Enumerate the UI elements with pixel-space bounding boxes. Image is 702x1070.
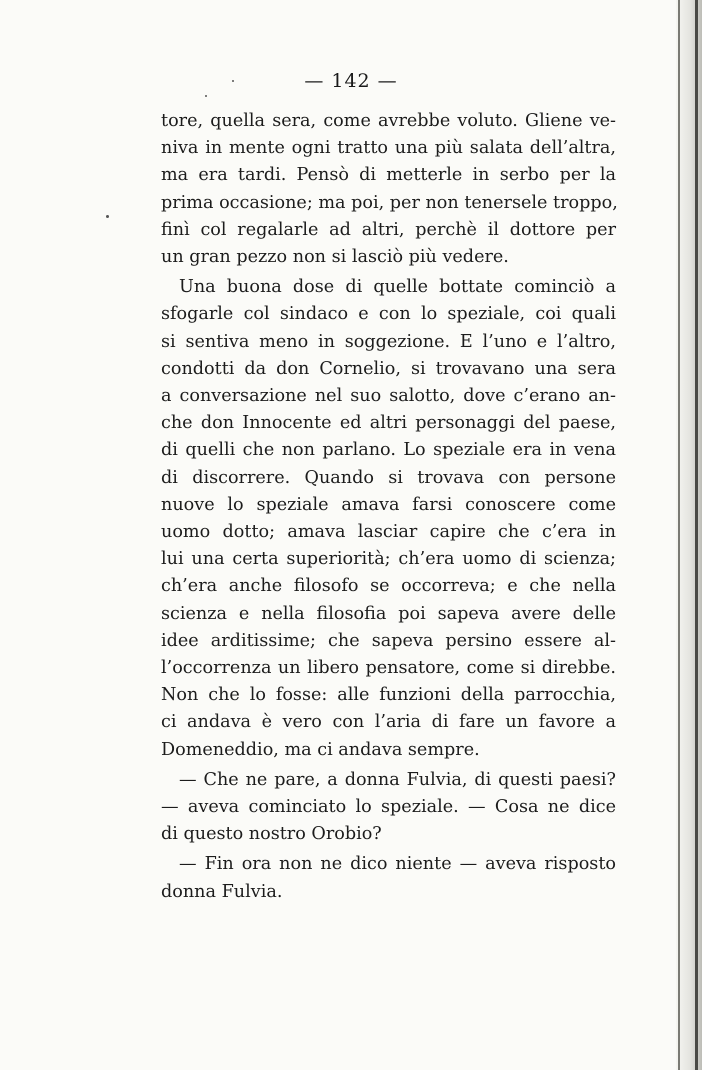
text-line: — aveva cominciato lo speziale. — Cosa ne dice	[161, 797, 616, 818]
text-line: ma era tardi. Pensò di metterle in serbo per la	[161, 165, 616, 186]
text-line: si sentiva meno in soggezione. E l’uno e l’altro,	[161, 331, 616, 352]
paragraph	[161, 851, 616, 905]
text-line: a conversazione nel suo salotto, dove c’erano an-	[161, 386, 616, 407]
text-line: Domeneddio, ma ci andava sempre.	[161, 739, 480, 760]
text-line: Non che lo fosse: alle funzioni della parrocchia,	[161, 685, 616, 706]
paragraph	[161, 108, 616, 271]
text-line: tore, quella sera, come avrebbe voluto. Gliene ve-	[161, 111, 616, 131]
text-line: — Fin ora non ne dico niente — aveva risposto	[179, 854, 616, 875]
text-line: — Che ne pare, a donna Fulvia, di questi paesi?	[179, 769, 616, 790]
ink-speck	[106, 215, 109, 218]
text-line: scienza e nella filosofia poi sapeva avere delle	[161, 603, 616, 624]
text-line: condotti da don Cornelio, si trovavano una sera	[161, 358, 616, 379]
text-line: un gran pezzo non si lasciò più vedere.	[161, 247, 509, 268]
text-line: che don Innocente ed altri personaggi del paese,	[161, 413, 616, 434]
text-line: nuove lo speziale amava farsi conoscere come	[161, 494, 616, 515]
text-line: ci andava è vero con l’aria di fare un favore a	[161, 712, 616, 733]
binding-edge-line	[695, 0, 698, 1070]
text-line: di quelli che non parlano. Lo speziale era in vena	[161, 440, 616, 461]
text-line: sfogarle col sindaco e con lo speziale, coi quali	[161, 304, 616, 325]
text-line: lui una certa superiorità; ch’era uomo di scienza;	[161, 549, 616, 570]
text-line: di discorrere. Quando si trovava con persone	[161, 467, 616, 488]
text-line: finì col regalarle ad altri, perchè il dottore per	[161, 219, 616, 240]
text-line: l’occorrenza un libero pensatore, come si direbbe.	[161, 658, 616, 679]
ink-speck	[205, 95, 207, 97]
text-line: niva in mente ogni tratto una più salata dell’altra,	[161, 138, 616, 159]
text-line: prima occasione; ma poi, per non tenersele troppo,	[161, 192, 618, 213]
page-number: — 142 —	[304, 70, 398, 92]
text-line: di questo nostro Orobio?	[161, 824, 382, 845]
page-edge-line	[678, 0, 680, 1070]
text-line: uomo dotto; amava lasciar capire che c’era in	[161, 522, 616, 543]
paragraph	[161, 274, 616, 764]
body-text	[161, 108, 616, 906]
paragraph	[161, 767, 616, 849]
text-line: ch’era anche filosofo se occorreva; e che nella	[161, 576, 616, 597]
text-line: donna Fulvia.	[161, 881, 283, 902]
text-line: Una buona dose di quelle bottate cominciò a	[179, 277, 616, 298]
text-line: idee arditissime; che sapeva persino essere al-	[161, 630, 616, 651]
